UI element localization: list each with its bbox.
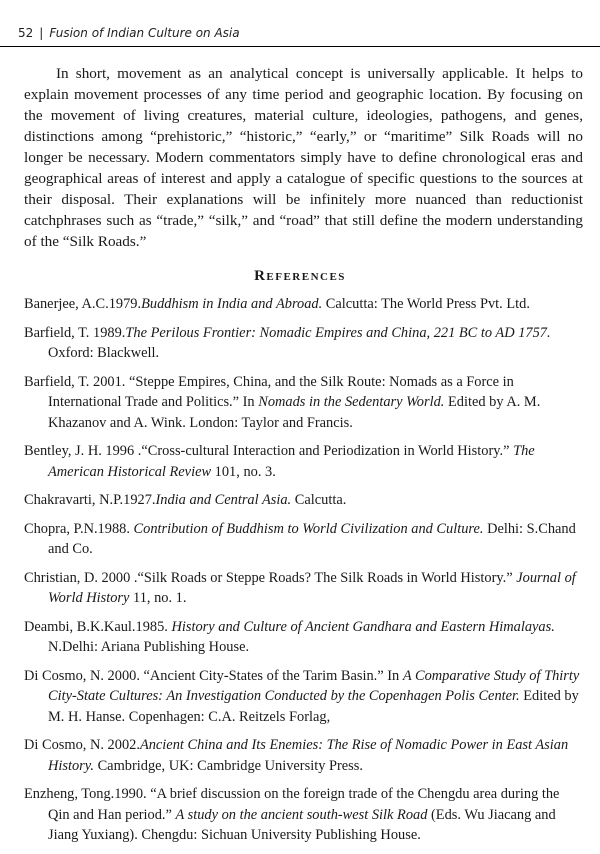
running-header — [18, 26, 240, 40]
header-rule — [0, 46, 600, 47]
reference-entry: Chopra, P.N.1988. Contribution of Buddhism to World Civilization and Culture. Delhi: S.Chand and Co. — [24, 520, 576, 557]
page-number: 52 — [18, 26, 34, 40]
reference-entry: Di Cosmo, N. 2000. “Ancient City-States of the Tarim Basin.” In A Comparative Study of Thirty City-State Cultures: An Investigation Conducted by the Copenhagen Polis Center. Edited by M. H. Hanse. Copenhagen: C.A. Reitzels Forlag, — [24, 667, 580, 725]
reference-entry: Christian, D. 2000 .“Silk Roads or Steppe Roads? The Silk Roads in World History.” Journal of World History 11, no. 1. — [24, 569, 576, 606]
running-title: Fusion of Indian Culture on Asia — [49, 26, 240, 40]
reference-entry: Deambi, B.K.Kaul.1985. History and Culture of Ancient Gandhara and Eastern Himalayas. N.Delhi: Ariana Publishing House. — [24, 618, 555, 655]
reference-entry: Enzheng, Tong.1990. “A brief discussion on the foreign trade of the Chengdu area during the Qin and Han period.” A study on the ancient south-west Silk Road (Eds. Wu Jiacang and Jiang Yuxiang). Chengdu: Sichuan University Publishing House. — [24, 786, 560, 843]
reference-entry: Barfield, T. 1989.The Perilous Frontier: Nomadic Empires and China, 221 BC to AD 1757. Oxford: Blackwell. — [24, 324, 551, 361]
reference-entry: Chakravarti, N.P.1927.India and Central Asia. Calcutta. — [24, 492, 347, 508]
references-list — [24, 294, 583, 854]
header-separator: | — [39, 26, 44, 40]
reference-entry: Bentley, J. H. 1996 .“Cross-cultural Interaction and Periodization in World History.” The American Historical Review 101, no. 3. — [24, 443, 535, 480]
references-heading: References — [254, 268, 346, 284]
body-paragraph: In short, movement as an analytical concept is universally applicable. It helps to explain movement processes of any time period and geographic location. By focusing on the movement of living creatures, material culture, ideologies, pathogens, and genes, distinctions among “prehistoric,” “historic,” “early,” or “maritime” Silk Roads will no longer be necessary. Modern commentators simply have to define chronological eras and geographical areas of interest and apply a catalogue of specific questions to the sources at their disposal. Their explanations will be infinitely more nuanced than reductionist catchphrases such as “trade,” “silk,” and “road” that still define the modern understanding of the “Silk Roads.” — [24, 65, 583, 250]
reference-entry: Di Cosmo, N. 2002.Ancient China and Its Enemies: The Rise of Nomadic Power in East Asian History. Cambridge, UK: Cambridge University Press. — [24, 737, 569, 774]
reference-entry: Barfield, T. 2001. “Steppe Empires, China, and the Silk Route: Nomads as a Force in International Trade and Politics.” In Nomads in the Sedentary World. Edited by A. M. Khazanov and A. Wink. London: Taylor and Francis. — [24, 373, 541, 431]
reference-entry: Banerjee, A.C.1979.Buddhism in India and Abroad. Calcutta: The World Press Pvt. Ltd. — [24, 296, 530, 312]
